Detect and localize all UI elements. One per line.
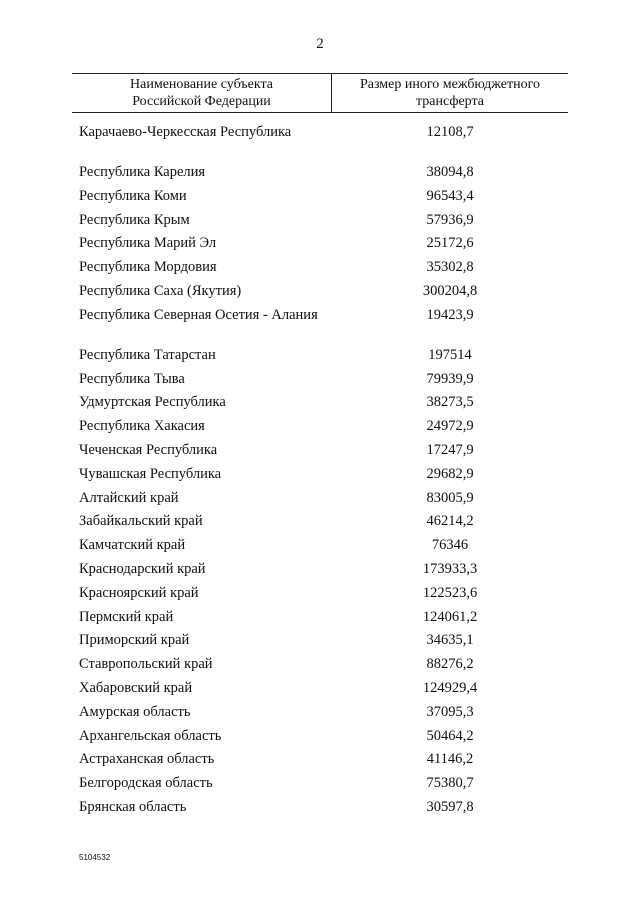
- transfer-amount-cell: 25172,6: [426, 235, 474, 252]
- subject-name-cell: Республика Хакасия: [79, 418, 205, 435]
- table-row: [0, 561, 640, 585]
- subject-name-cell: Архангельская область: [79, 727, 222, 744]
- transfer-amount-cell: 122523,6: [422, 584, 478, 601]
- transfer-amount-cell: 75380,7: [426, 775, 474, 792]
- table-row: [0, 442, 640, 466]
- table-row: [0, 656, 640, 680]
- table-header: [72, 73, 568, 113]
- subject-name-cell: Республика Крым: [79, 211, 190, 228]
- transfer-amount-cell: 88276,2: [426, 656, 474, 673]
- table-row: [0, 124, 640, 164]
- subject-name-cell: Брянская область: [79, 798, 187, 815]
- transfer-amount-cell: 38273,5: [426, 394, 474, 411]
- table-row: [0, 609, 640, 633]
- table-row: [0, 537, 640, 561]
- table-row: [0, 394, 640, 418]
- subject-name-cell: Республика Тыва: [79, 370, 185, 387]
- table-row: [0, 418, 640, 442]
- subject-name-cell: Красноярский край: [79, 584, 199, 601]
- transfer-amount-cell: 173933,3: [422, 560, 478, 577]
- subject-name-cell: Краснодарский край: [79, 560, 206, 577]
- table-row: [0, 728, 640, 752]
- transfer-amount-cell: 124061,2: [422, 608, 478, 625]
- subject-name-cell: Приморский край: [79, 632, 190, 649]
- table-row: [0, 680, 640, 704]
- table-row: [0, 585, 640, 609]
- subject-name-cell: Амурская область: [79, 703, 191, 720]
- header-subject-name-line1: Наименование субъекта: [130, 77, 273, 92]
- transfer-amount-cell: 83005,9: [426, 489, 474, 506]
- table-row: [0, 371, 640, 395]
- table-row: [0, 704, 640, 728]
- transfer-amount-cell: 19423,9: [426, 306, 474, 323]
- table-row: [0, 632, 640, 656]
- transfer-amount-cell: 57936,9: [426, 211, 474, 228]
- transfer-amount-cell: 30597,8: [426, 798, 474, 815]
- transfer-amount-cell: 24972,9: [426, 418, 474, 435]
- header-transfer-amount-line1: Размер иного межбюджетного: [359, 77, 541, 92]
- table-row: [0, 212, 640, 236]
- table-row: [0, 751, 640, 775]
- transfer-amount-cell: 17247,9: [426, 441, 474, 458]
- document-code: 5104532: [79, 853, 111, 862]
- transfer-amount-cell: 300204,8: [422, 282, 478, 299]
- transfer-amount-cell: 37095,3: [426, 703, 474, 720]
- subject-name-cell: Удмуртская Республика: [79, 394, 226, 411]
- header-subject-name: [72, 76, 331, 110]
- transfer-amount-cell: 29682,9: [426, 465, 474, 482]
- subject-name-cell: Республика Северная Осетия - Алания: [79, 306, 318, 323]
- subject-name-cell: Республика Мордовия: [79, 259, 217, 276]
- header-transfer-amount-line2: трансферта: [416, 94, 484, 109]
- subject-name-cell: Астраханская область: [79, 751, 215, 768]
- page-number: 2: [316, 36, 324, 52]
- subject-name-cell: Хабаровский край: [79, 679, 193, 696]
- subject-name-cell: Республика Карелия: [79, 164, 206, 180]
- subject-name-cell: Алтайский край: [79, 489, 179, 506]
- subject-name-cell: Республика Саха (Якутия): [79, 282, 242, 299]
- table-row: [0, 188, 640, 212]
- table-row: [0, 259, 640, 283]
- subject-name-cell: Забайкальский край: [79, 513, 203, 530]
- table-row: [0, 799, 640, 823]
- table-row: [0, 513, 640, 537]
- subject-name-cell: Ставропольский край: [79, 656, 213, 673]
- transfer-amount-cell: 96543,4: [426, 187, 474, 204]
- table-row: [0, 164, 640, 188]
- table-row: [0, 235, 640, 259]
- transfer-amount-cell: 34635,1: [426, 632, 474, 649]
- subject-name-cell: Республика Марий Эл: [79, 235, 217, 252]
- subject-name-cell: Республика Коми: [79, 187, 187, 204]
- subject-name-cell: Республика Татарстан: [79, 346, 216, 363]
- header-transfer-amount: [332, 76, 568, 110]
- table-row: [0, 466, 640, 490]
- table-row: [0, 307, 640, 347]
- subject-name-cell: Белгородская область: [79, 775, 213, 792]
- transfer-amount-cell: 79939,9: [426, 370, 474, 387]
- transfer-amount-cell: 41146,2: [426, 751, 474, 768]
- transfer-amount-cell: 197514: [428, 346, 472, 363]
- table-body: [0, 124, 640, 823]
- header-subject-name-line2: Российской Федерации: [132, 94, 271, 109]
- subject-name-cell: Чувашская Республика: [79, 465, 222, 482]
- transfer-amount-cell: 38094,8: [426, 164, 474, 180]
- table-row: [0, 347, 640, 371]
- table-row: [0, 490, 640, 514]
- transfer-amount-cell: 50464,2: [426, 727, 474, 744]
- transfer-amount-cell: 35302,8: [426, 259, 474, 276]
- subject-name-cell: Камчатский край: [79, 537, 186, 554]
- table-row: [0, 775, 640, 799]
- transfer-amount-cell: 12108,7: [426, 124, 474, 140]
- transfer-amount-cell: 46214,2: [426, 513, 474, 530]
- subject-name-cell: Пермский край: [79, 608, 174, 625]
- transfer-amount-cell: 124929,4: [422, 679, 478, 696]
- subject-name-cell: Чеченская Республика: [79, 441, 218, 458]
- transfer-amount-cell: 76346: [431, 537, 469, 554]
- table-row: [0, 283, 640, 307]
- subject-name-cell: Карачаево-Черкесская Республика: [79, 124, 292, 140]
